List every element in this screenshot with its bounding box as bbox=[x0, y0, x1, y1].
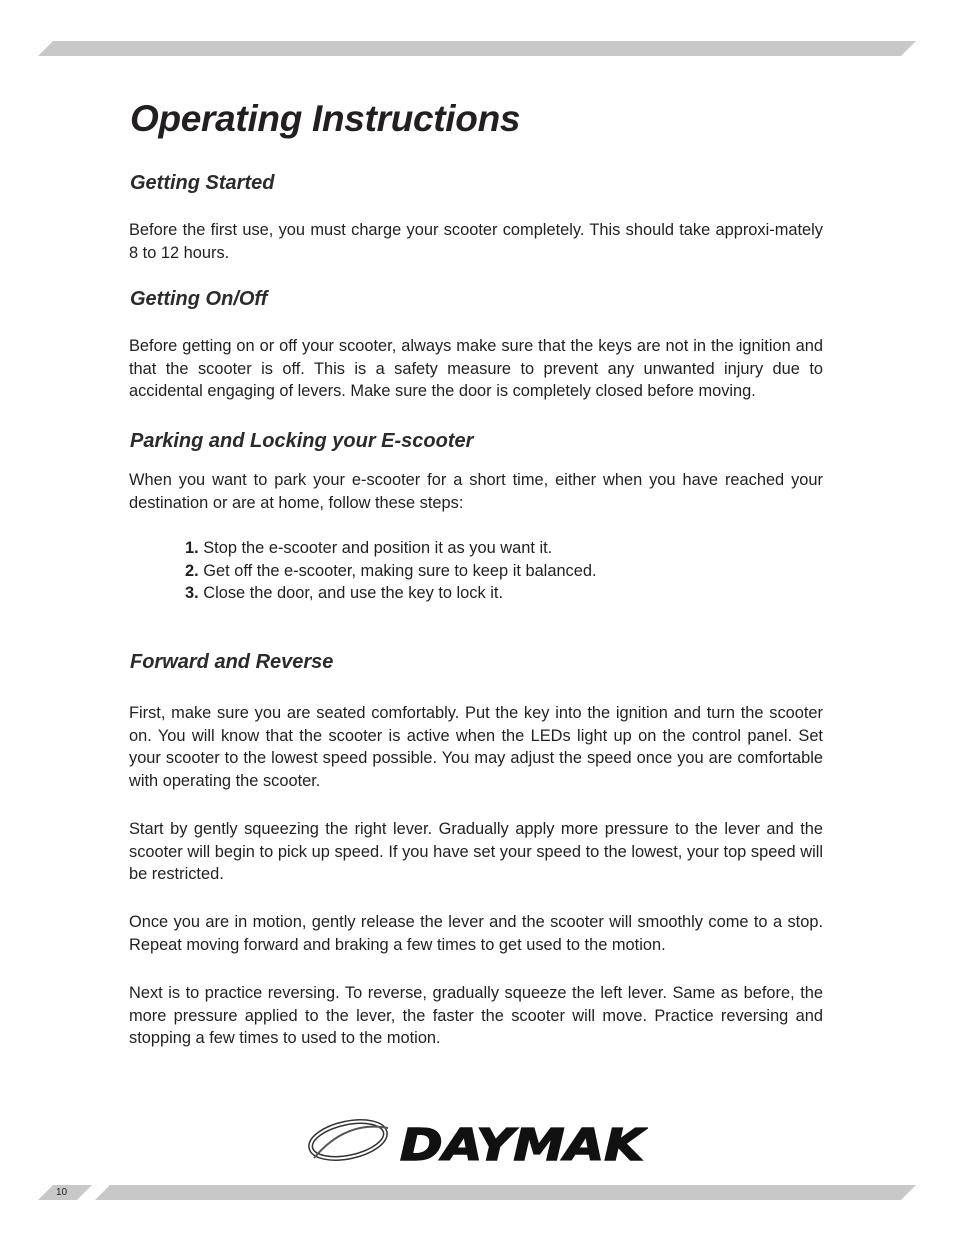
paragraph-getting-on-off: Before getting on or off your scooter, always make sure that the keys are not in the ignition and that the scooter is off. This is a safety measure to prevent any unwanted injury due to accidental engaging of levers. Make sure the door is completely closed before moving. bbox=[129, 337, 823, 400]
paragraph-forward-4: Next is to practice reversing. To reverse, gradually squeeze the left lever. Same as before, the more pressure applied to the lever, the faster the scooter will move. Practice reversing and stopping a few times to used to the motion. bbox=[129, 984, 823, 1047]
parking-steps-list bbox=[185, 537, 597, 605]
paragraph-forward-1: First, make sure you are seated comfortably. Put the key into the ignition and turn the scooter on. You will know that the scooter is active when the LEDs light up on the control panel. Set your scooter to the lowest speed possible. You may adjust the speed once you are comfortable with operating the scooter. bbox=[129, 704, 823, 790]
paragraph-parking-locking: When you want to park your e-scooter for a short time, either when you have reached your destination or are at home, follow these steps: bbox=[129, 471, 823, 512]
paragraph-forward-2: Start by gently squeezing the right lever. Gradually apply more pressure to the lever and the scooter will begin to pick up speed. If you have set your speed to the lowest, your top speed will be restricted. bbox=[129, 820, 823, 883]
paragraph-forward-3: Once you are in motion, gently release the lever and the scooter will smoothly come to a stop. Repeat moving forward and braking a few times to get used to the motion. bbox=[129, 913, 823, 954]
step-number: 2. bbox=[185, 561, 199, 580]
daymak-logo bbox=[306, 1112, 648, 1168]
heading-forward-reverse: Forward and Reverse bbox=[130, 651, 334, 673]
list-item bbox=[185, 582, 597, 605]
logo-text: DAYMAK bbox=[400, 1120, 648, 1168]
footer-bar bbox=[95, 1185, 916, 1200]
page-title: Operating Instructions bbox=[130, 98, 521, 139]
header-bar bbox=[38, 41, 916, 56]
step-text: Stop the e-scooter and position it as you want it. bbox=[203, 539, 553, 557]
step-number: 3. bbox=[185, 584, 199, 602]
list-item bbox=[185, 537, 597, 560]
heading-getting-on-off: Getting On/Off bbox=[130, 288, 268, 310]
paragraph-getting-started: Before the first use, you must charge your scooter completely. This should take approxi-mately 8 to 12 hours. bbox=[129, 221, 823, 262]
step-text: Close the door, and use the key to lock it. bbox=[203, 584, 503, 602]
page-number: 10 bbox=[56, 1187, 68, 1198]
heading-getting-started: Getting Started bbox=[130, 172, 275, 194]
step-number: 1. bbox=[185, 539, 199, 557]
list-item bbox=[185, 560, 597, 583]
heading-parking-locking: Parking and Locking your E-scooter bbox=[130, 430, 474, 452]
step-text: Get off the e-scooter, making sure to keep it balanced. bbox=[203, 561, 597, 580]
